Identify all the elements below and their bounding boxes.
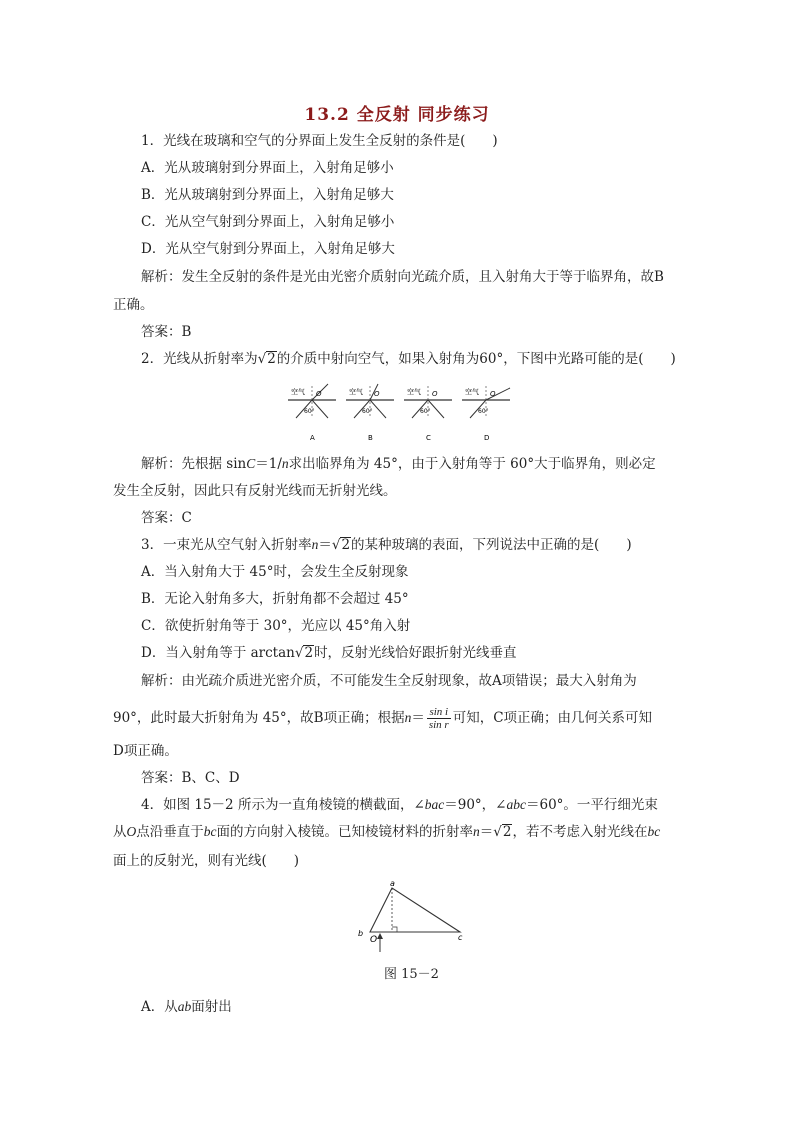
prism-triangle — [370, 888, 460, 932]
figure-panel-d — [462, 386, 510, 442]
q2-optics-figure — [286, 380, 512, 444]
snell-fraction: $\frac{\text{sin i}}{\text{sin r}}$ — [428, 706, 449, 731]
air-label: 空气 — [465, 388, 479, 396]
q4-stem-line3: 面上的反射光，则有光线( ) — [113, 853, 300, 869]
q3-option-b: B．无论入射角多大，折射角都不会超过 45° — [141, 591, 409, 607]
figure-panel-c — [404, 386, 452, 442]
q1-analysis-line1: 解析：发生全反射的条件是光由光密介质射向光疏介质，且入射角大于等于临界角，故B — [141, 269, 664, 285]
point-o-label: O — [490, 390, 496, 398]
q1-option-d: D．光从空气射到分界面上，入射角足够大 — [141, 241, 395, 257]
vertex-a-label: a — [390, 879, 395, 888]
angle-label: 60° — [478, 408, 489, 415]
ray-arrow-icon — [377, 933, 383, 939]
panel-label-b: B — [368, 434, 373, 442]
q3-option-d: D．当入射角等于 arctan√2时，反射光线恰好跟折射光线垂直 — [141, 645, 517, 661]
vertex-c-label: c — [458, 933, 463, 942]
panel-label-c: C — [426, 434, 431, 442]
q2-stem: 2．光线从折射率为√2的介质中射向空气，如果入射角为60°，下图中光路可能的是( ) — [141, 351, 676, 367]
q4-stem-line1: 4．如图 15－2 所示为一直角棱镜的横截面，∠bac＝90°，∠abc＝60°。一平行细光束 — [141, 797, 658, 813]
q3-analysis-line1: 解析：由光疏介质进光密介质，不可能发生全反射现象，故A项错误；最大入射角为 — [141, 673, 637, 689]
point-o-label: O — [316, 390, 322, 398]
q3-option-a: A．当入射角大于 45°时，会发生全反射现象 — [141, 564, 409, 580]
figure-panel-a — [288, 384, 336, 442]
angle-label: 60° — [420, 408, 431, 415]
q1-stem: 1．光线在玻璃和空气的分界面上发生全反射的条件是( ) — [141, 133, 498, 149]
q1-option-b: B．光从玻璃射到分界面上，入射角足够大 — [141, 187, 394, 203]
q2-answer: 答案：C — [141, 510, 192, 526]
q2-analysis-line2: 发生全反射，因此只有反射光线而无折射光线。 — [113, 483, 397, 499]
point-o-label: O — [370, 935, 378, 945]
panel-label-d: D — [484, 434, 490, 442]
figure-caption: 图 15－2 — [384, 967, 439, 982]
q1-analysis-line2: 正确。 — [113, 297, 154, 313]
q4-stem-line2: 从O点沿垂直于bc面的方向射入棱镜。已知棱镜材料的折射率n＝√2，若不考虑入射光线在bc — [113, 824, 661, 840]
sqrt-symbol: √2 — [294, 645, 314, 661]
sqrt-symbol: √2 — [257, 351, 276, 367]
page-title: 13.2 全反射 同步练习 — [304, 105, 490, 125]
q1-option-c: C．光从空气射到分界面上，入射角足够小 — [141, 214, 395, 230]
air-label: 空气 — [349, 388, 363, 396]
angle-label: 60° — [304, 408, 315, 415]
air-label: 空气 — [291, 388, 305, 396]
angle-label: 60° — [362, 408, 373, 415]
figure-panel-b — [346, 384, 394, 442]
sqrt-symbol: √2 — [331, 537, 351, 553]
q1-option-a: A．光从玻璃射到分界面上，入射角足够小 — [141, 160, 394, 176]
q3-answer: 答案：B、C、D — [141, 770, 240, 786]
q1-answer: 答案：B — [141, 324, 192, 340]
vertex-b-label: b — [358, 929, 364, 938]
point-o-label: O — [432, 390, 438, 398]
panel-label-a: A — [310, 434, 315, 442]
q3-analysis-line3: D项正确。 — [113, 743, 178, 759]
sqrt-symbol: √2 — [493, 824, 512, 840]
q4-option-a: A．从ab面射出 — [141, 999, 232, 1015]
q3-option-c: C．欲使折射角等于 30°，光应以 45°角入射 — [141, 618, 411, 634]
q3-analysis-line2: 90°，此时最大折射角为 45°，故B项正确；根据n＝ $\frac{\text{sin i}}{\text{sin r}}$ 可知，C项正确；由几何关系可知 — [113, 706, 653, 731]
prism-figure — [350, 878, 470, 958]
q2-analysis-line1: 解析：先根据 sinC＝1/n求出临界角为 45°，由于入射角等于 60°大于临界角，则必定 — [141, 456, 656, 472]
q3-stem: 3．一束光从空气射入折射率n＝√2的某种玻璃的表面，下列说法中正确的是( ) — [141, 537, 632, 553]
point-o-label: O — [374, 390, 380, 398]
air-label: 空气 — [407, 388, 421, 396]
